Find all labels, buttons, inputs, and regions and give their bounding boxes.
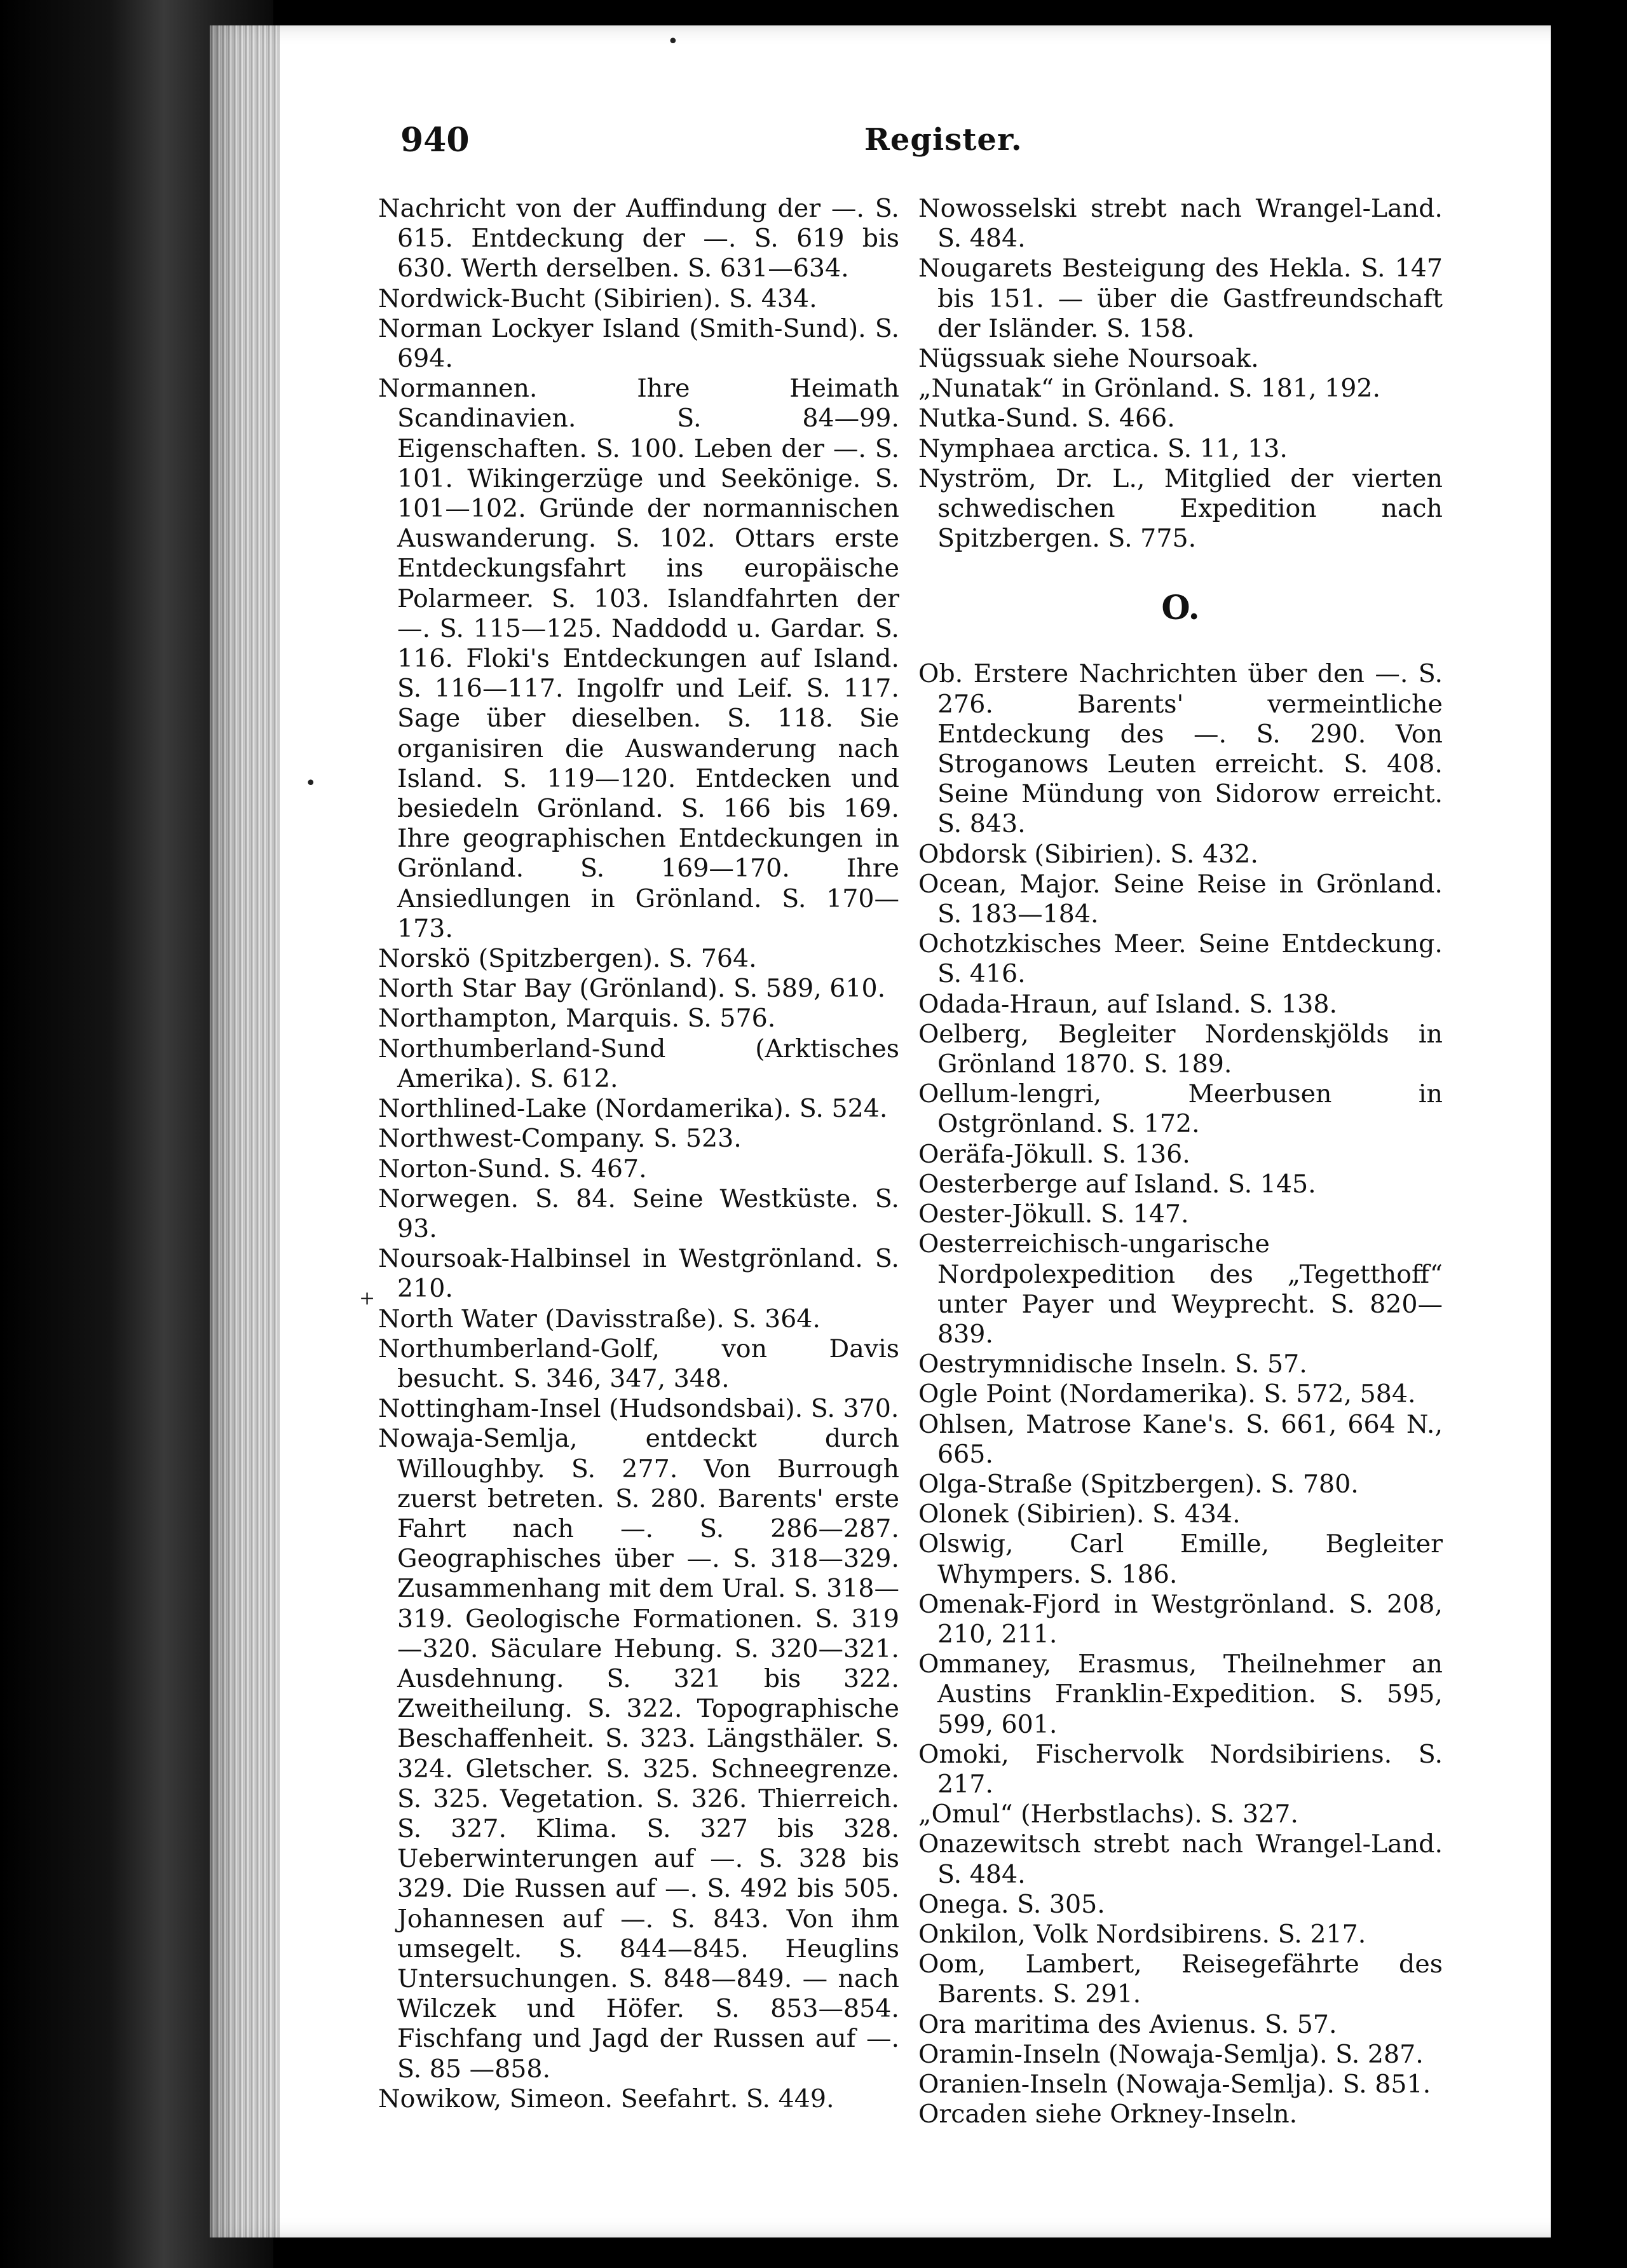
index-entry: North Star Bay (Grönland). S. 589, 610.	[378, 974, 886, 1004]
index-entry: Onega. S. 305.	[918, 1889, 1105, 1919]
index-entry: Onazewitsch strebt nach Wrangel-Land. S. 484.	[918, 1829, 1443, 1889]
margin-cross-mark: +	[359, 1287, 376, 1309]
index-entry: Olonek (Sibirien). S. 434.	[918, 1499, 1241, 1529]
index-entry: Oesterberge auf Island. S. 145.	[918, 1169, 1316, 1199]
index-entry: Ora maritima des Avienus. S. 57.	[918, 2009, 1337, 2039]
index-entry: Normannen. Ihre Heimath Scandinavien. S. 84—99. Eigenschaften. S. 100. Leben der —. S. 101. Wikingerzüge und Seekönige. S. 101—102. Gründe der normannischen Auswanderung. S. 102. Ottars erste Entdeckungsfahrt ins europäische Polarmeer. S. 103. Islandfahrten der —. S. 115—125. Naddodd u. Gardar. S. 116. Floki's Entdeckungen auf Island. S. 116—117. Ingolfr und Leif. S. 117. Sage über dieselben. S. 118. Sie organisiren die Auswanderung nach Island. S. 119—120. Entdecken und besiedeln Grönland. S. 166 bis 169. Ihre geographischen Entdeckungen in Grönland. S. 169—170. Ihre Ansiedlungen in Grönland. S. 170—173.	[378, 374, 899, 943]
index-entry: Norton-Sund. S. 467.	[378, 1154, 647, 1184]
index-entry: Oesterreichisch-ungarische Nordpolexpedition des „Tegetthoff“ unter Payer und Weyprecht. S. 820—839.	[918, 1229, 1443, 1349]
index-entry: Nordwick-Bucht (Sibirien). S. 434.	[378, 284, 817, 313]
index-entry: Oelberg, Begleiter Nordenskjölds in Grönland 1870. S. 189.	[918, 1019, 1443, 1079]
index-entry: Ob. Erstere Nachrichten über den —. S. 276. Barents' vermeintliche Entdeckung des —. S. 290. Von Stroganows Leuten erreicht. S. 408. Seine Mündung von Sidorow erreicht. S. 843.	[918, 659, 1443, 839]
right-column	[918, 194, 1443, 2129]
left-column	[378, 194, 899, 2114]
index-entry: Nougarets Besteigung des Hekla. S. 147 bis 151. — über die Gastfreundschaft der Isländer. S. 158.	[918, 254, 1443, 343]
index-entry: Oom, Lambert, Reisegefährte des Barents. S. 291.	[918, 1950, 1443, 2009]
index-entry: Nyström, Dr. L., Mitglied der vierten schwedischen Expedition nach Spitzbergen. S. 775.	[918, 463, 1443, 554]
index-entry: „Omul“ (Herbstlachs). S. 327.	[918, 1800, 1298, 1829]
index-entry: Oestrymnidische Inseln. S. 57.	[918, 1349, 1307, 1379]
index-entry: Nottingham-Insel (Hudsondsbai). S. 370.	[378, 1394, 899, 1424]
index-entry: Oeräfa-Jökull. S. 136.	[918, 1139, 1190, 1169]
page-number: 940	[400, 121, 470, 160]
index-entry: Northumberland-Sund (Arktisches Amerika). S. 612.	[378, 1034, 899, 1093]
index-entry: Omenak-Fjord in Westgrönland. S. 208, 210, 211.	[918, 1589, 1443, 1649]
index-entry: Oester-Jökull. S. 147.	[918, 1199, 1189, 1229]
index-entry: North Water (Davisstraße). S. 364.	[378, 1304, 820, 1334]
index-entry: Ohlsen, Matrose Kane's. S. 661, 664 N., 665.	[918, 1409, 1443, 1469]
index-entry: Ogle Point (Nordamerika). S. 572, 584.	[918, 1379, 1416, 1409]
index-entry: Nowikow, Simeon. Seefahrt. S. 449.	[378, 2084, 834, 2114]
index-entry: Nügssuak siehe Noursoak.	[918, 344, 1259, 374]
index-entry: Nutka-Sund. S. 466.	[918, 404, 1175, 434]
index-entry: Obdorsk (Sibirien). S. 432.	[918, 839, 1258, 869]
index-entry: Oranien-Inseln (Nowaja-Semlja). S. 851.	[918, 2069, 1431, 2099]
index-entry: Oramin-Inseln (Nowaja-Semlja). S. 287.	[918, 2039, 1424, 2069]
index-entry: Onkilon, Volk Nordsibirens. S. 217.	[918, 1919, 1366, 1949]
index-entry: Ommaney, Erasmus, Theilnehmer an Austins Franklin-Expedition. S. 595, 599, 601.	[918, 1650, 1443, 1739]
index-entry: Norskö (Spitzbergen). S. 764.	[378, 944, 757, 974]
section-letter: O.	[1161, 589, 1200, 628]
index-entry: Olga-Straße (Spitzbergen). S. 780.	[918, 1469, 1359, 1499]
index-entry: Oellum-lengri, Meerbusen in Ostgrönland. S. 172.	[918, 1079, 1443, 1139]
index-entry: Nymphaea arctica. S. 11, 13.	[918, 434, 1288, 463]
index-entry: Nachricht von der Auffindung der —. S. 615. Entdeckung der —. S. 619 bis 630. Werth derselben. S. 631—634.	[378, 194, 899, 284]
index-entry: Norwegen. S. 84. Seine Westküste. S. 93.	[378, 1184, 899, 1243]
index-entry: Norman Lockyer Island (Smith-Sund). S. 694.	[378, 313, 899, 374]
index-entry: Odada-Hraun, auf Island. S. 138.	[918, 989, 1338, 1019]
header-title: Register.	[864, 122, 1023, 158]
index-entry: „Nunatak“ in Grönland. S. 181, 192.	[918, 374, 1381, 404]
index-entry: Omoki, Fischervolk Nordsibiriens. S. 217.	[918, 1739, 1443, 1799]
page-edges	[210, 25, 280, 2237]
speck-mark: •	[667, 31, 679, 53]
index-entry: Orcaden siehe Orkney-Inseln.	[918, 2100, 1298, 2129]
index-entry: Northwest-Company. S. 523.	[378, 1124, 742, 1154]
index-entry: Noursoak-Halbinsel in Westgrönland. S. 210.	[378, 1244, 899, 1304]
index-entry: Northlined-Lake (Nordamerika). S. 524.	[378, 1094, 888, 1124]
running-head	[0, 121, 1627, 178]
index-entry: Olswig, Carl Emille, Begleiter Whympers. S. 186.	[918, 1529, 1443, 1589]
index-entry: Nowaja-Semlja, entdeckt durch Willoughby. S. 277. Von Burrough zuerst betreten. S. 280. Barents' erste Fahrt nach —. S. 286—287. Geographisches über —. S. 318—329. Zusammenhang mit dem Ural. S. 318—319. Geologische Formationen. S. 319—320. Säculare Hebung. S. 320—321. Ausdehnung. S. 321 bis 322. Zweitheilung. S. 322. Topographische Beschaffenheit. S. 323. Längsthäler. S. 324. Gletscher. S. 325. Schneegrenze. S. 325. Vegetation. S. 326. Thierreich. S. 327. Klima. S. 327 bis 328. Ueberwinterungen auf —. S. 328 bis 329. Die Russen auf —. S. 492 bis 505. Johannesen auf —. S. 843. Von ihm umsegelt. S. 844—845. Heuglins Untersuchungen. S. 848—849. — nach Wilczek und Höfer. S. 853—854. Fischfang und Jagd der Russen auf —. S. 85 —858.	[378, 1424, 899, 2084]
speck-mark: •	[305, 772, 317, 795]
index-entry: Ocean, Major. Seine Reise in Grönland. S. 183—184.	[918, 869, 1443, 929]
index-entry: Northumberland-Golf, von Davis besucht. S. 346, 347, 348.	[378, 1334, 899, 1393]
index-entry: Northampton, Marquis. S. 576.	[378, 1004, 776, 1034]
index-entry: Ochotzkisches Meer. Seine Entdeckung. S. 416.	[918, 929, 1443, 989]
index-entry: Nowosselski strebt nach Wrangel-Land. S. 484.	[918, 194, 1443, 254]
